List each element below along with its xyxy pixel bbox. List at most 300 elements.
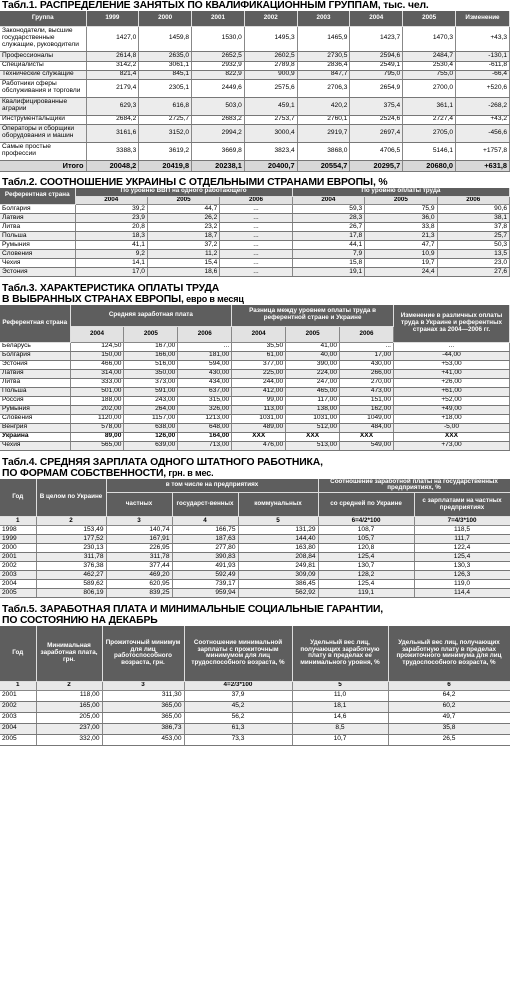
t4-cell: 1999	[0, 535, 36, 544]
t2-cell: 17,8	[292, 232, 364, 241]
t1-cell: +43,2	[456, 115, 510, 124]
t4-r1-header: со средней по Украине	[318, 493, 414, 517]
t1-cell: 629,3	[86, 97, 139, 115]
t4-col-header: 4	[172, 517, 238, 526]
t3-cell: 637,00	[178, 387, 232, 396]
t2-cell: 37,2	[147, 241, 219, 250]
t2-row	[0, 259, 510, 268]
t1-cell: 3669,8	[192, 142, 245, 160]
t2-cell: ...	[220, 223, 292, 232]
t4-cell: 277,80	[172, 544, 238, 553]
t2-row	[0, 223, 510, 232]
t3-cell: 124,50	[70, 342, 124, 351]
t1-cell: +43,3	[456, 26, 510, 51]
t3-cell: Чехия	[0, 441, 70, 450]
t1-cell: 2549,1	[350, 61, 403, 70]
t5-row	[0, 712, 510, 723]
t1-col-header: 1999	[86, 11, 139, 26]
t4-cell: 462,27	[36, 571, 106, 580]
t4-cell: 376,38	[36, 562, 106, 571]
t4-cell: 108,7	[318, 526, 414, 535]
t3-cell: Болгария	[0, 351, 70, 360]
t2-cell: 44,1	[292, 241, 364, 250]
t2-cell: ...	[220, 241, 292, 250]
t5-cell: 165,00	[36, 701, 102, 712]
t3-col-header: 2006	[340, 326, 394, 342]
t3-cell: 243,00	[124, 396, 178, 405]
t3-cell: Россия	[0, 396, 70, 405]
t3-cell: 40,00	[286, 351, 340, 360]
t2-cell: 19,7	[365, 259, 437, 268]
t5-col-header: Удельный вес лиц, получающих заработную плату в пределах ее минимального уровня, %	[292, 626, 388, 681]
t1-cell: Операторы и сборщики оборудования и машин	[0, 124, 86, 142]
t5-col-header: Минимальная заработная плата, грн.	[36, 626, 102, 681]
t3-cell: 126,00	[124, 432, 178, 441]
t3-cell: 512,00	[286, 423, 340, 432]
t3-row	[0, 387, 510, 396]
t5-cell: 365,00	[102, 712, 184, 723]
t5-cell: 2001	[0, 690, 36, 701]
table1	[0, 11, 510, 172]
t2-cell: 19,1	[292, 268, 364, 277]
t5-cell: 45,2	[184, 701, 292, 712]
t3-cell: 713,00	[178, 441, 232, 450]
t3-change-header: Изменение в различных оплаты труда в Украине и референтных странах за 2004—2006 гг.	[394, 305, 510, 342]
t1-cell: 2725,7	[139, 115, 192, 124]
t3-cell: 89,00	[70, 432, 124, 441]
t5-cell: 60,2	[388, 701, 510, 712]
t1-row	[0, 160, 510, 171]
t2-cell: ...	[220, 214, 292, 223]
t3-cell: +73,00	[394, 441, 510, 450]
t3-cell: +52,00	[394, 396, 510, 405]
t5-cell: 453,00	[102, 734, 184, 745]
t3-row	[0, 342, 510, 351]
t5-row	[0, 734, 510, 745]
t3-cell: 99,00	[232, 396, 286, 405]
t5-col-header: 4=2/3*100	[184, 681, 292, 690]
t1-cell: 2654,9	[350, 79, 403, 97]
t4-row	[0, 535, 510, 544]
t1-cell: 2524,6	[350, 115, 403, 124]
t1-cell: 20295,7	[350, 160, 403, 171]
t3-row	[0, 378, 510, 387]
t2-col-header: 2006	[220, 197, 292, 205]
t1-cell: 2484,7	[403, 51, 456, 61]
t5-cell: 14,6	[292, 712, 388, 723]
t3-cell: 594,00	[178, 360, 232, 369]
t2-cell: 13,5	[437, 250, 509, 259]
t4-cell: 163,80	[238, 544, 318, 553]
t3-cell: Польша	[0, 387, 70, 396]
table1-title: Табл.1. РАСПРЕДЕЛЕНИЕ ЗАНЯТЫХ ПО КВАЛИФИКАЦИОННЫМ ГРУППАМ, тыс. чел.	[2, 0, 429, 11]
t2-cell: Чехия	[0, 259, 75, 268]
t3-cell: 333,00	[70, 378, 124, 387]
t4-cell: 311,78	[106, 553, 172, 562]
t3-cell: XXX	[286, 432, 340, 441]
t3-row	[0, 405, 510, 414]
t2-cell: 7,9	[292, 250, 364, 259]
t2-cell: 59,3	[292, 205, 364, 214]
t4-cell: 469,20	[106, 571, 172, 580]
t1-col-header: Изменение	[456, 11, 510, 26]
t4-cell: 230,13	[36, 544, 106, 553]
t4-row	[0, 589, 510, 598]
t3-cell: Румыния	[0, 405, 70, 414]
t3-cell: +18,00	[394, 414, 510, 423]
t4-cell: 120,8	[318, 544, 414, 553]
t3-cell: 412,00	[232, 387, 286, 396]
t3-cell: 377,00	[232, 360, 286, 369]
t1-col-header: 2005	[403, 11, 456, 26]
table3	[0, 305, 510, 451]
t2-col-header: 2004	[75, 197, 147, 205]
t2-cell: 26,2	[147, 214, 219, 223]
t5-cell: 237,00	[36, 723, 102, 734]
t1-cell: 20048,2	[86, 160, 139, 171]
t4-cell: 839,25	[106, 589, 172, 598]
t3-cell: Латвия	[0, 369, 70, 378]
t4-cell: 111,7	[414, 535, 510, 544]
t1-cell: 20419,8	[139, 160, 192, 171]
t4-private-header: частных	[106, 493, 172, 517]
t1-cell: 2836,4	[297, 61, 350, 70]
t2-cell: 44,7	[147, 205, 219, 214]
t2-cell: Латвия	[0, 214, 75, 223]
t3-cell: Украина	[0, 432, 70, 441]
t3-cell: 639,00	[124, 441, 178, 450]
table3-block	[0, 283, 510, 451]
t4-year-header: Год	[0, 479, 36, 517]
t1-row	[0, 70, 510, 79]
t3-cell: 117,00	[286, 396, 340, 405]
t3-cell: 430,00	[340, 360, 394, 369]
t1-cell: 616,8	[139, 97, 192, 115]
t2-cell: 10,9	[365, 250, 437, 259]
t3-cell: XXX	[394, 432, 510, 441]
t2-cell: 23,0	[437, 259, 509, 268]
t1-cell: 900,9	[244, 70, 297, 79]
t4-col-header: 7=4/3*100	[414, 517, 510, 526]
t2-cell: 25,7	[437, 232, 509, 241]
t1-cell: 1465,9	[297, 26, 350, 51]
t5-cell: 8,5	[292, 723, 388, 734]
t3-cell: 513,00	[286, 441, 340, 450]
t5-col-header: Соотношение минимальной зарплаты с прожиточным минимумом для лиц трудоспособного возраста, %	[184, 626, 292, 681]
t1-cell: 2730,5	[297, 51, 350, 61]
t2-col-header: 2006	[437, 197, 509, 205]
t2-cell: ...	[220, 268, 292, 277]
t5-col-header: 3	[102, 681, 184, 690]
t3-cell: XXX	[232, 432, 286, 441]
t5-cell: 26,5	[388, 734, 510, 745]
t3-cell: 326,00	[178, 405, 232, 414]
t5-cell: 11,0	[292, 690, 388, 701]
t4-col-header: 6=4/2*100	[318, 517, 414, 526]
t1-cell: 1470,3	[403, 26, 456, 51]
t4-cell: 2002	[0, 562, 36, 571]
t5-cell: 2003	[0, 712, 36, 723]
t1-cell: 2614,8	[86, 51, 139, 61]
t2-cell: 26,7	[292, 223, 364, 232]
t5-cell: 386,73	[102, 723, 184, 734]
t1-cell: -66,4	[456, 70, 510, 79]
t1-cell: 1530,0	[192, 26, 245, 51]
t3-row	[0, 414, 510, 423]
t3-cell: 1031,00	[232, 414, 286, 423]
t4-cell: 959,94	[172, 589, 238, 598]
t1-cell: 20400,7	[244, 160, 297, 171]
t4-cell: 208,84	[238, 553, 318, 562]
t4-cell: 2000	[0, 544, 36, 553]
t2-cell: Литва	[0, 223, 75, 232]
t4-cell: 1998	[0, 526, 36, 535]
t3-cell: 17,00	[340, 351, 394, 360]
t3-cell: 434,00	[178, 378, 232, 387]
t2-cell: 18,6	[147, 268, 219, 277]
t1-cell: 795,0	[350, 70, 403, 79]
t1-col-header: 2004	[350, 11, 403, 26]
t2-row	[0, 241, 510, 250]
t1-cell: +631,8	[456, 160, 510, 171]
t2-cell: 20,8	[75, 223, 147, 232]
t2-row	[0, 205, 510, 214]
t4-cell: 130,7	[318, 562, 414, 571]
t2-cell: ...	[220, 259, 292, 268]
t1-col-header: 2001	[192, 11, 245, 26]
t1-cell: Специалисты	[0, 61, 86, 70]
t2-cell: Польша	[0, 232, 75, 241]
t4-cell: 491,93	[172, 562, 238, 571]
table3-title-line1: Табл.3. ХАРАКТЕРИСТИКА ОПЛАТЫ ТРУДА	[2, 283, 220, 294]
table2-block	[0, 177, 510, 278]
t3-cell: 501,00	[70, 387, 124, 396]
t3-cell: 270,00	[340, 378, 394, 387]
t5-cell: 118,00	[36, 690, 102, 701]
t1-cell: 2932,9	[192, 61, 245, 70]
t4-cell: 2003	[0, 571, 36, 580]
t1-cell: 2705,0	[403, 124, 456, 142]
t1-cell: 459,1	[244, 97, 297, 115]
t3-cell: 35,50	[232, 342, 286, 351]
t1-cell: 2753,7	[244, 115, 297, 124]
t3-cell: 465,00	[286, 387, 340, 396]
t2-cell: 14,1	[75, 259, 147, 268]
t2-cell: Словения	[0, 250, 75, 259]
t3-cell: 167,00	[124, 342, 178, 351]
t1-cell: Технические служащие	[0, 70, 86, 79]
t1-cell: 4706,5	[350, 142, 403, 160]
t3-cell: Беларусь	[0, 342, 70, 351]
t1-cell: 5146,1	[403, 142, 456, 160]
t1-cell: 20680,0	[403, 160, 456, 171]
t5-col-header: Прожиточный минимум для лиц работоспособного возраста, грн.	[102, 626, 184, 681]
t3-cell: 373,00	[124, 378, 178, 387]
t3-cell: 181,00	[178, 351, 232, 360]
t4-cell: 122,4	[414, 544, 510, 553]
t4-row	[0, 553, 510, 562]
t4-cell: 377,44	[106, 562, 172, 571]
t3-cell: 489,00	[232, 423, 286, 432]
t5-cell: 56,2	[184, 712, 292, 723]
t2-cell: ...	[220, 250, 292, 259]
t2-cell: 38,1	[437, 214, 509, 223]
t3-cell: 466,00	[70, 360, 124, 369]
t1-cell: 20554,7	[297, 160, 350, 171]
t3-cell: 266,00	[340, 369, 394, 378]
t3-col-header: 2004	[232, 326, 286, 342]
t3-cell: 247,00	[286, 378, 340, 387]
t3-cell: Венгрия	[0, 423, 70, 432]
t1-cell: 361,1	[403, 97, 456, 115]
t1-cell: 1427,0	[86, 26, 139, 51]
t1-cell: 847,7	[297, 70, 350, 79]
t4-cell: 144,40	[238, 535, 318, 544]
t3-cell: +53,00	[394, 360, 510, 369]
t2-cell: 9,2	[75, 250, 147, 259]
t4-cell: 177,52	[36, 535, 106, 544]
t3-cell: 164,00	[178, 432, 232, 441]
t1-cell: 2994,2	[192, 124, 245, 142]
t2-cell: 15,8	[292, 259, 364, 268]
t3-cell: 188,00	[70, 396, 124, 405]
t2-row	[0, 250, 510, 259]
t4-row	[0, 580, 510, 589]
t5-col-header: 6	[388, 681, 510, 690]
t1-cell: 822,9	[192, 70, 245, 79]
t1-cell: 2727,4	[403, 115, 456, 124]
t1-cell: +1757,8	[456, 142, 510, 160]
t3-row	[0, 432, 510, 441]
t1-cell: 2530,4	[403, 61, 456, 70]
t5-cell: 311,30	[102, 690, 184, 701]
table5-title-line1: Табл.5. ЗАРАБОТНАЯ ПЛАТА И МИНИМАЛЬНЫЕ СОЦИАЛЬНЫЕ ГАРАНТИИ,	[2, 604, 384, 616]
table4-title-line1: Табл.4. СРЕДНЯЯ ЗАРПЛАТА ОДНОГО ШТАТНОГО РАБОТНИКА,	[2, 456, 323, 468]
t3-cell: 1049,00	[340, 414, 394, 423]
t5-cell: 49,7	[388, 712, 510, 723]
t5-cell: 61,3	[184, 723, 292, 734]
t4-col-header: 1	[0, 517, 36, 526]
t4-r2-header: с зарплатами на частных предприятиях	[414, 493, 510, 517]
t3-cell: 162,00	[340, 405, 394, 414]
t3-cell: 138,00	[286, 405, 340, 414]
t3-col-header: 2004	[70, 326, 124, 342]
t2-cell: 24,4	[365, 268, 437, 277]
t3-cell: 578,00	[70, 423, 124, 432]
t4-state-header: государст-венных	[172, 493, 238, 517]
t1-cell: 845,1	[139, 70, 192, 79]
t3-cell: 1157,00	[124, 414, 178, 423]
t4-cell: 309,09	[238, 571, 318, 580]
t4-cell: 2005	[0, 589, 36, 598]
t5-row	[0, 723, 510, 734]
t5-cell: 35,8	[388, 723, 510, 734]
t3-cell: 430,00	[178, 369, 232, 378]
t2-col-header: 2005	[147, 197, 219, 205]
t3-cell: 314,00	[70, 369, 124, 378]
t3-cell: 1031,00	[286, 414, 340, 423]
t2-country-header: Референтная страна	[0, 188, 75, 205]
t4-col-header: 2	[36, 517, 106, 526]
t4-cell: 125,4	[414, 553, 510, 562]
t1-cell: Профессионалы	[0, 51, 86, 61]
t3-cell: +49,00	[394, 405, 510, 414]
t4-row	[0, 526, 510, 535]
t2-cell: 33,8	[365, 223, 437, 232]
t2-col-header: 2004	[292, 197, 364, 205]
t4-cell: 620,95	[106, 580, 172, 589]
t2-cell: 41,1	[75, 241, 147, 250]
table5	[0, 626, 510, 746]
t3-cell: 350,00	[124, 369, 178, 378]
t3-cell: Литва	[0, 378, 70, 387]
t2-cell: Болгария	[0, 205, 75, 214]
t3-cell: 202,00	[70, 405, 124, 414]
t2-cell: 27,6	[437, 268, 509, 277]
t3-diff-header: Разница между уровнем оплаты труда в референтной стране и Украине	[232, 305, 394, 326]
t1-cell: Инструментальщики	[0, 115, 86, 124]
t1-col-header: 2000	[139, 11, 192, 26]
t3-cell: 516,00	[124, 360, 178, 369]
t1-cell: -130,1	[456, 51, 510, 61]
t4-cell: 166,75	[172, 526, 238, 535]
t3-cell: 1213,00	[178, 414, 232, 423]
t4-total-header: В целом по Украине	[36, 479, 106, 517]
t1-row	[0, 142, 510, 160]
t1-col-header: 2002	[244, 11, 297, 26]
t3-cell: 638,00	[124, 423, 178, 432]
t4-cell: 126,3	[414, 571, 510, 580]
t1-cell: 2919,7	[297, 124, 350, 142]
t1-cell: Итого	[0, 160, 86, 171]
t1-cell: 2697,4	[350, 124, 403, 142]
t1-cell: 420,2	[297, 97, 350, 115]
t4-cell: 140,74	[106, 526, 172, 535]
t4-cell: 2004	[0, 580, 36, 589]
t3-col-header: 2005	[124, 326, 178, 342]
t3-cell: -44,00	[394, 351, 510, 360]
t3-cell: 113,00	[232, 405, 286, 414]
t3-cell: 473,00	[340, 387, 394, 396]
t3-cell: 315,00	[178, 396, 232, 405]
t4-cell: 167,91	[106, 535, 172, 544]
table1-block	[0, 0, 510, 172]
t4-cell: 2001	[0, 553, 36, 562]
t4-cell: 592,49	[172, 571, 238, 580]
t4-comm-header: коммунальных	[238, 493, 318, 517]
t1-cell: 3823,4	[244, 142, 297, 160]
table4-title-line2: ПО ФОРМАМ СОБСТВЕННОСТИ, грн. в мес.	[2, 467, 214, 479]
t1-cell: 821,4	[86, 70, 139, 79]
t4-cell: 589,62	[36, 580, 106, 589]
t4-cell: 226,95	[106, 544, 172, 553]
t2-cell: 23,2	[147, 223, 219, 232]
t4-cell: 118,5	[414, 526, 510, 535]
t2-cell: 75,9	[365, 205, 437, 214]
t2-cell: 28,3	[292, 214, 364, 223]
t1-cell: Самые простые профессии	[0, 142, 86, 160]
t3-cell: ...	[394, 342, 510, 351]
t2-cell: 23,9	[75, 214, 147, 223]
table4	[0, 479, 510, 599]
t2-gdp-header: По уровню ВВП на одного работающего	[75, 188, 292, 197]
t3-cell: ...	[340, 342, 394, 351]
t4-row	[0, 544, 510, 553]
t3-cell: XXX	[340, 432, 394, 441]
table3-title-line2: В ВЫБРАННЫХ СТРАНАХ ЕВРОПЫ, евро в месяц	[2, 294, 244, 305]
t1-cell: 1459,8	[139, 26, 192, 51]
t5-cell: 10,7	[292, 734, 388, 745]
